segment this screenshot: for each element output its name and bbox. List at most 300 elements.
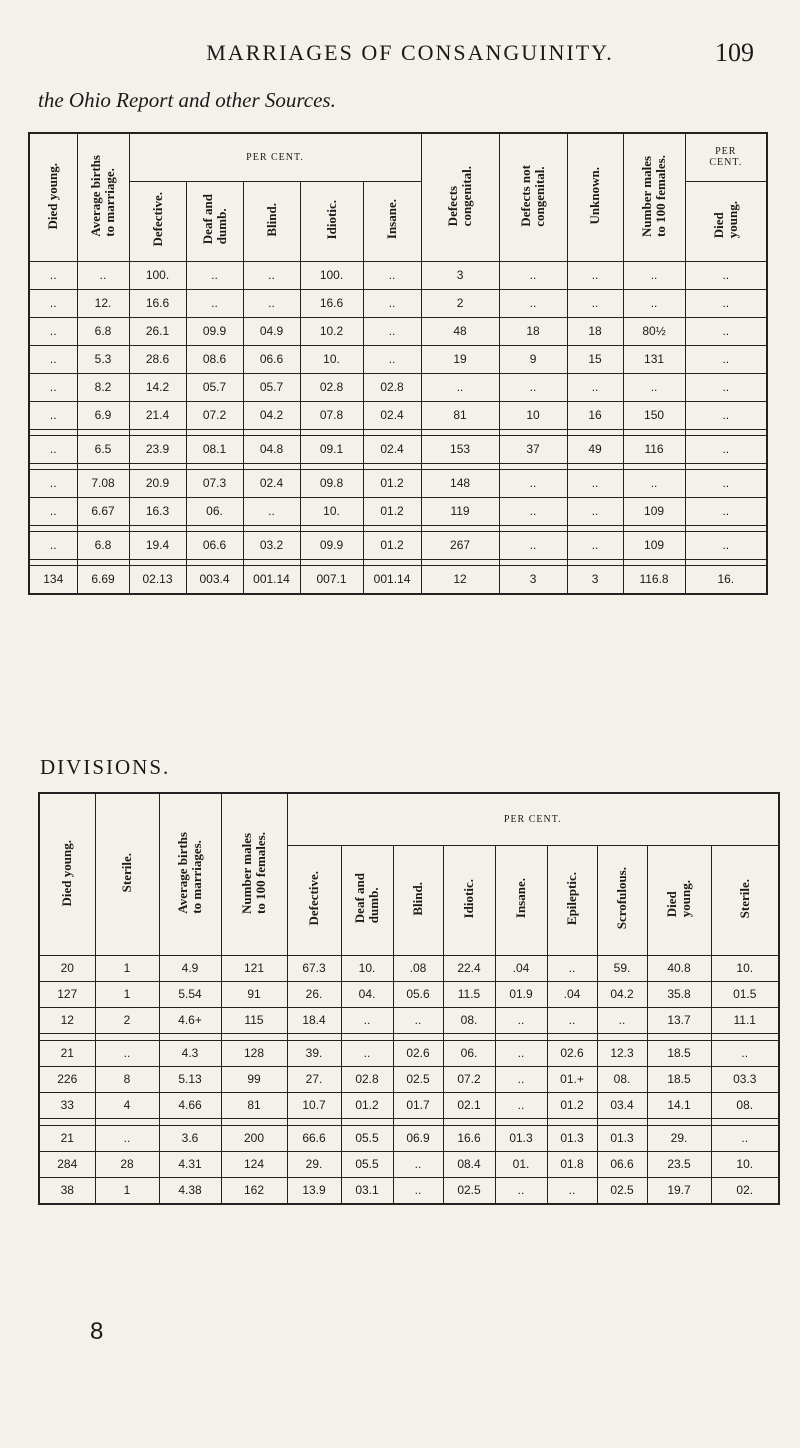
table-cell: 35.8	[647, 981, 711, 1007]
table-cell: 26.	[287, 981, 341, 1007]
col-header-defects-not-congenital: Defects not congenital.	[499, 133, 567, 261]
table-cell: 19.4	[129, 531, 186, 559]
table-subtitle: the Ohio Report and other Sources.	[38, 88, 336, 112]
table-cell: 14.1	[647, 1092, 711, 1118]
col-header-insane: Insane.	[495, 845, 547, 955]
table-cell: 10.7	[287, 1092, 341, 1118]
table-cell: ..	[29, 531, 77, 559]
table-cell: ..	[95, 1040, 159, 1066]
table-cell: 05.5	[341, 1125, 393, 1151]
table-cell: 20	[39, 955, 95, 981]
table-cell: 3	[421, 261, 499, 289]
separator-cell	[287, 1118, 341, 1125]
separator-cell	[711, 1118, 779, 1125]
table-cell: 4	[95, 1092, 159, 1118]
table-cell: 04.9	[243, 317, 300, 345]
table-cell: 18.5	[647, 1066, 711, 1092]
table-cell: ..	[393, 1007, 443, 1033]
footer-mark: 8	[90, 1318, 104, 1345]
table-cell: 11.1	[711, 1007, 779, 1033]
table-cell: 4.6+	[159, 1007, 221, 1033]
table-cell: 02.1	[443, 1092, 495, 1118]
table-cell: 1	[95, 981, 159, 1007]
table-cell: 1	[95, 1177, 159, 1204]
table-cell: 07.8	[300, 401, 363, 429]
table-cell: ..	[685, 373, 767, 401]
table-cell: 08.	[443, 1007, 495, 1033]
separator-cell	[711, 1033, 779, 1040]
table-cell: ..	[243, 497, 300, 525]
table-cell: 01.2	[363, 531, 421, 559]
separator-cell	[547, 1118, 597, 1125]
table-row	[29, 565, 767, 594]
table-cell: 5.3	[77, 345, 129, 373]
table-cell: 23.5	[647, 1151, 711, 1177]
table-cell: 284	[39, 1151, 95, 1177]
table-cell: ..	[186, 289, 243, 317]
col-header-deaf-dumb: Deaf and dumb.	[186, 181, 243, 261]
table-cell: 59.	[597, 955, 647, 981]
table-cell: 12.	[77, 289, 129, 317]
col-header-sterile-pct: Sterile.	[711, 845, 779, 955]
table-cell: 80½	[623, 317, 685, 345]
table-cell: ..	[341, 1007, 393, 1033]
table-cell: 01.3	[495, 1125, 547, 1151]
table-cell: 4.3	[159, 1040, 221, 1066]
table-cell: 02.8	[341, 1066, 393, 1092]
table-cell: 21	[39, 1125, 95, 1151]
table-cell: ..	[243, 261, 300, 289]
table-cell: 267	[421, 531, 499, 559]
table-cell: 01.3	[597, 1125, 647, 1151]
table-cell: ..	[623, 261, 685, 289]
table-cell: 26.1	[129, 317, 186, 345]
table-cell: 01.8	[547, 1151, 597, 1177]
table-cell: 01.2	[363, 497, 421, 525]
table-cell: 09.9	[186, 317, 243, 345]
separator-cell	[159, 1033, 221, 1040]
table-cell: ..	[567, 497, 623, 525]
table-cell: 08.	[711, 1092, 779, 1118]
table-cell: 10.	[300, 345, 363, 373]
table-cell: 02.5	[443, 1177, 495, 1204]
table-cell: 02.	[711, 1177, 779, 1204]
table-cell: 02.5	[393, 1066, 443, 1092]
table-cell: 4.66	[159, 1092, 221, 1118]
table-cell: 01.9	[495, 981, 547, 1007]
table-cell: 03.4	[597, 1092, 647, 1118]
table-cell: 05.7	[186, 373, 243, 401]
table-cell: ..	[685, 531, 767, 559]
table-cell: ..	[711, 1125, 779, 1151]
table-cell: ..	[29, 317, 77, 345]
table-cell: ..	[29, 289, 77, 317]
table-cell: 9	[499, 345, 567, 373]
separator-cell	[341, 1033, 393, 1040]
table-cell: 15	[567, 345, 623, 373]
table-cell: 4.31	[159, 1151, 221, 1177]
table-cell: 003.4	[186, 565, 243, 594]
consanguinity-summary-table	[28, 132, 768, 595]
table-cell: 3.6	[159, 1125, 221, 1151]
separator-cell	[547, 1033, 597, 1040]
table-cell: 16.6	[129, 289, 186, 317]
group-separator	[39, 1033, 779, 1040]
table-cell: ..	[363, 345, 421, 373]
table-cell: 100.	[300, 261, 363, 289]
table-cell: ..	[29, 469, 77, 497]
table-cell: 127	[39, 981, 95, 1007]
table-cell: 5.13	[159, 1066, 221, 1092]
table-cell: 20.9	[129, 469, 186, 497]
table-cell: ..	[685, 435, 767, 463]
separator-cell	[443, 1118, 495, 1125]
table-row	[29, 401, 767, 429]
table-cell: 02.4	[243, 469, 300, 497]
table-cell: ..	[341, 1040, 393, 1066]
table-cell: 23.9	[129, 435, 186, 463]
table-cell: ..	[495, 1040, 547, 1066]
table-cell: 06.6	[243, 345, 300, 373]
table-cell: 01.+	[547, 1066, 597, 1092]
table-cell: 29.	[287, 1151, 341, 1177]
table-cell: 01.7	[393, 1092, 443, 1118]
table-cell: 13.7	[647, 1007, 711, 1033]
table-cell: 10.	[711, 955, 779, 981]
table-cell: 4.38	[159, 1177, 221, 1204]
separator-cell	[647, 1033, 711, 1040]
table-cell: ..	[685, 289, 767, 317]
col-header-average-births: Average births to marriage.	[77, 133, 129, 261]
table-cell: 66.6	[287, 1125, 341, 1151]
table-cell: 07.2	[186, 401, 243, 429]
table-cell: ..	[685, 401, 767, 429]
table-cell: ..	[685, 497, 767, 525]
divisions-table	[38, 792, 780, 1205]
table-cell: 02.5	[597, 1177, 647, 1204]
table-row	[29, 373, 767, 401]
separator-cell	[597, 1118, 647, 1125]
table-cell: 134	[29, 565, 77, 594]
table-cell: ..	[685, 469, 767, 497]
table-cell: ..	[421, 373, 499, 401]
table-cell: 81	[221, 1092, 287, 1118]
separator-cell	[495, 1118, 547, 1125]
table-cell: 18	[499, 317, 567, 345]
table-cell: ..	[547, 1007, 597, 1033]
table-cell: ..	[29, 497, 77, 525]
separator-cell	[647, 1118, 711, 1125]
table-cell: ..	[685, 261, 767, 289]
table-cell: 09.8	[300, 469, 363, 497]
table-cell: 08.4	[443, 1151, 495, 1177]
table-cell: 81	[421, 401, 499, 429]
table-cell: 49	[567, 435, 623, 463]
table-cell: ..	[567, 373, 623, 401]
table-cell: 02.13	[129, 565, 186, 594]
table-cell: 3	[567, 565, 623, 594]
table-cell: 09.1	[300, 435, 363, 463]
table-row	[29, 531, 767, 559]
table-cell: ..	[495, 1066, 547, 1092]
table-cell: ..	[393, 1177, 443, 1204]
table-cell: 08.	[597, 1066, 647, 1092]
table-cell: 007.1	[300, 565, 363, 594]
group-separator	[39, 1118, 779, 1125]
col-header-per-cent-2: PER CENT.	[685, 133, 767, 181]
table-cell: 29.	[647, 1125, 711, 1151]
table-row	[39, 1125, 779, 1151]
table-cell: ..	[685, 317, 767, 345]
table-cell: 06.9	[393, 1125, 443, 1151]
col-header-idiotic: Idiotic.	[300, 181, 363, 261]
table-cell: ..	[29, 261, 77, 289]
table-cell: .04	[547, 981, 597, 1007]
table-cell: 03.3	[711, 1066, 779, 1092]
table-cell: ..	[495, 1007, 547, 1033]
table-cell: 124	[221, 1151, 287, 1177]
table-cell: 1	[95, 955, 159, 981]
table-cell: ..	[547, 955, 597, 981]
col-header-males-per-females: Number males to 100 females.	[221, 793, 287, 955]
table-cell: 08.6	[186, 345, 243, 373]
table-cell: 16.3	[129, 497, 186, 525]
section-heading: DIVISIONS.	[40, 755, 171, 779]
table-cell: 131	[623, 345, 685, 373]
table-cell: 115	[221, 1007, 287, 1033]
separator-cell	[443, 1033, 495, 1040]
table-cell: 06.	[443, 1040, 495, 1066]
table-cell: ..	[499, 289, 567, 317]
table-cell: ..	[29, 401, 77, 429]
table-cell: ..	[623, 469, 685, 497]
col-header-per-cent: PER CENT.	[287, 793, 779, 845]
table-cell: 2	[421, 289, 499, 317]
table-cell: 5.54	[159, 981, 221, 1007]
table-cell: 16.6	[300, 289, 363, 317]
table-cell: 12	[421, 565, 499, 594]
table-cell: ..	[597, 1007, 647, 1033]
table-cell: 2	[95, 1007, 159, 1033]
table-cell: ..	[567, 289, 623, 317]
table-cell: 06.6	[597, 1151, 647, 1177]
table-cell: 40.8	[647, 955, 711, 981]
table-cell: 37	[499, 435, 567, 463]
table-cell: 91	[221, 981, 287, 1007]
table-cell: 18.4	[287, 1007, 341, 1033]
table-cell: 11.5	[443, 981, 495, 1007]
table-row	[29, 289, 767, 317]
table-cell: 01.2	[363, 469, 421, 497]
table-cell: 06.6	[186, 531, 243, 559]
table-cell: 67.3	[287, 955, 341, 981]
separator-cell	[221, 1118, 287, 1125]
table-cell: ..	[495, 1177, 547, 1204]
separator-cell	[287, 1033, 341, 1040]
col-header-died-young: Died young.	[39, 793, 95, 955]
table-cell: 10.	[341, 955, 393, 981]
running-title: MARRIAGES OF CONSANGUINITY.	[206, 40, 614, 65]
table-cell: 27.	[287, 1066, 341, 1092]
separator-cell	[95, 1033, 159, 1040]
table-cell: ..	[495, 1092, 547, 1118]
table-cell: 10	[499, 401, 567, 429]
table-cell: ..	[499, 261, 567, 289]
table-cell: 01.2	[341, 1092, 393, 1118]
table-cell: ..	[243, 289, 300, 317]
col-header-males-per-females: Number males to 100 females.	[623, 133, 685, 261]
table-cell: 01.	[495, 1151, 547, 1177]
table-row	[39, 1092, 779, 1118]
table-cell: 148	[421, 469, 499, 497]
col-header-sterile: Sterile.	[95, 793, 159, 955]
table-cell: 08.1	[186, 435, 243, 463]
table-row	[29, 497, 767, 525]
table-cell: 226	[39, 1066, 95, 1092]
table-cell: 200	[221, 1125, 287, 1151]
table-cell: ..	[29, 435, 77, 463]
table-cell: 04.8	[243, 435, 300, 463]
table-cell: ..	[499, 497, 567, 525]
table-cell: 04.	[341, 981, 393, 1007]
table-cell: 10.	[711, 1151, 779, 1177]
separator-cell	[393, 1118, 443, 1125]
table-cell: ..	[623, 373, 685, 401]
page-header	[0, 40, 800, 80]
table-cell: ..	[567, 531, 623, 559]
table-cell: 38	[39, 1177, 95, 1204]
separator-cell	[39, 1118, 95, 1125]
table-cell: ..	[623, 289, 685, 317]
table-cell: 02.4	[363, 435, 421, 463]
table-cell: ..	[363, 261, 421, 289]
table-cell: 02.8	[363, 373, 421, 401]
table-cell: ..	[95, 1125, 159, 1151]
page-number: 109	[715, 38, 754, 67]
table-cell: 05.5	[341, 1151, 393, 1177]
table-cell: 16.6	[443, 1125, 495, 1151]
table-cell: 28	[95, 1151, 159, 1177]
table-cell: 09.9	[300, 531, 363, 559]
table-cell: 03.1	[341, 1177, 393, 1204]
table-cell: 100.	[129, 261, 186, 289]
table-cell: 119	[421, 497, 499, 525]
table-cell: 162	[221, 1177, 287, 1204]
table-cell: ..	[363, 289, 421, 317]
table-cell: 128	[221, 1040, 287, 1066]
table-cell: 02.8	[300, 373, 363, 401]
table-cell: ..	[77, 261, 129, 289]
table-cell: 14.2	[129, 373, 186, 401]
table-cell: 12.3	[597, 1040, 647, 1066]
table-cell: 10.2	[300, 317, 363, 345]
table-cell: 109	[623, 531, 685, 559]
table-cell: 16	[567, 401, 623, 429]
table-cell: ..	[499, 373, 567, 401]
table-cell: 13.9	[287, 1177, 341, 1204]
table-cell: 03.2	[243, 531, 300, 559]
separator-cell	[495, 1033, 547, 1040]
table-cell: 16.	[685, 565, 767, 594]
table-cell: 109	[623, 497, 685, 525]
table-cell: 001.14	[243, 565, 300, 594]
col-header-defects-congenital: Defects congenital.	[421, 133, 499, 261]
separator-cell	[159, 1118, 221, 1125]
table-cell: 21	[39, 1040, 95, 1066]
table-cell: 150	[623, 401, 685, 429]
table-cell: ..	[499, 469, 567, 497]
col-header-blind: Blind.	[393, 845, 443, 955]
col-header-unknown: Unknown.	[567, 133, 623, 261]
table-row	[39, 1066, 779, 1092]
table-cell: 04.2	[597, 981, 647, 1007]
table-cell: 19	[421, 345, 499, 373]
table-cell: 01.2	[547, 1092, 597, 1118]
col-header-idiotic: Idiotic.	[443, 845, 495, 955]
table-cell: 10.	[300, 497, 363, 525]
table-cell: 116.8	[623, 565, 685, 594]
table-cell: 153	[421, 435, 499, 463]
table-cell: 4.9	[159, 955, 221, 981]
table-row	[29, 261, 767, 289]
separator-cell	[95, 1118, 159, 1125]
table-cell: 05.7	[243, 373, 300, 401]
table-cell: ..	[567, 261, 623, 289]
table-cell: 02.6	[547, 1040, 597, 1066]
table-row	[39, 1040, 779, 1066]
separator-cell	[597, 1033, 647, 1040]
table-cell: 33	[39, 1092, 95, 1118]
table-cell: 19.7	[647, 1177, 711, 1204]
table-cell: 22.4	[443, 955, 495, 981]
table-row	[39, 1151, 779, 1177]
col-header-defective: Defective.	[287, 845, 341, 955]
table-cell: ..	[393, 1151, 443, 1177]
table-cell: ..	[711, 1040, 779, 1066]
table-cell: ..	[499, 531, 567, 559]
table-cell: 6.8	[77, 531, 129, 559]
col-header-per-cent: PER CENT.	[129, 133, 421, 181]
table-cell: 12	[39, 1007, 95, 1033]
table-cell: 6.5	[77, 435, 129, 463]
col-header-blind: Blind.	[243, 181, 300, 261]
table-cell: .04	[495, 955, 547, 981]
table-cell: 6.67	[77, 497, 129, 525]
table-cell: 02.4	[363, 401, 421, 429]
table-cell: ..	[29, 373, 77, 401]
table-cell: 01.5	[711, 981, 779, 1007]
col-header-deaf-dumb: Deaf and dumb.	[341, 845, 393, 955]
separator-cell	[341, 1118, 393, 1125]
col-header-defective: Defective.	[129, 181, 186, 261]
table-cell: 8	[95, 1066, 159, 1092]
table-cell: 28.6	[129, 345, 186, 373]
table-cell: 3	[499, 565, 567, 594]
col-header-died-young: Died young.	[29, 133, 77, 261]
table-cell: 18.5	[647, 1040, 711, 1066]
table-cell: 7.08	[77, 469, 129, 497]
table-cell: ..	[567, 469, 623, 497]
table-cell: 06.	[186, 497, 243, 525]
separator-cell	[221, 1033, 287, 1040]
col-header-died-young-pct: Died young.	[685, 181, 767, 261]
table-cell: .08	[393, 955, 443, 981]
table-cell: 001.14	[363, 565, 421, 594]
table-cell: 116	[623, 435, 685, 463]
col-header-average-births: Average births to marriages.	[159, 793, 221, 955]
table-row	[39, 981, 779, 1007]
table-cell: 48	[421, 317, 499, 345]
